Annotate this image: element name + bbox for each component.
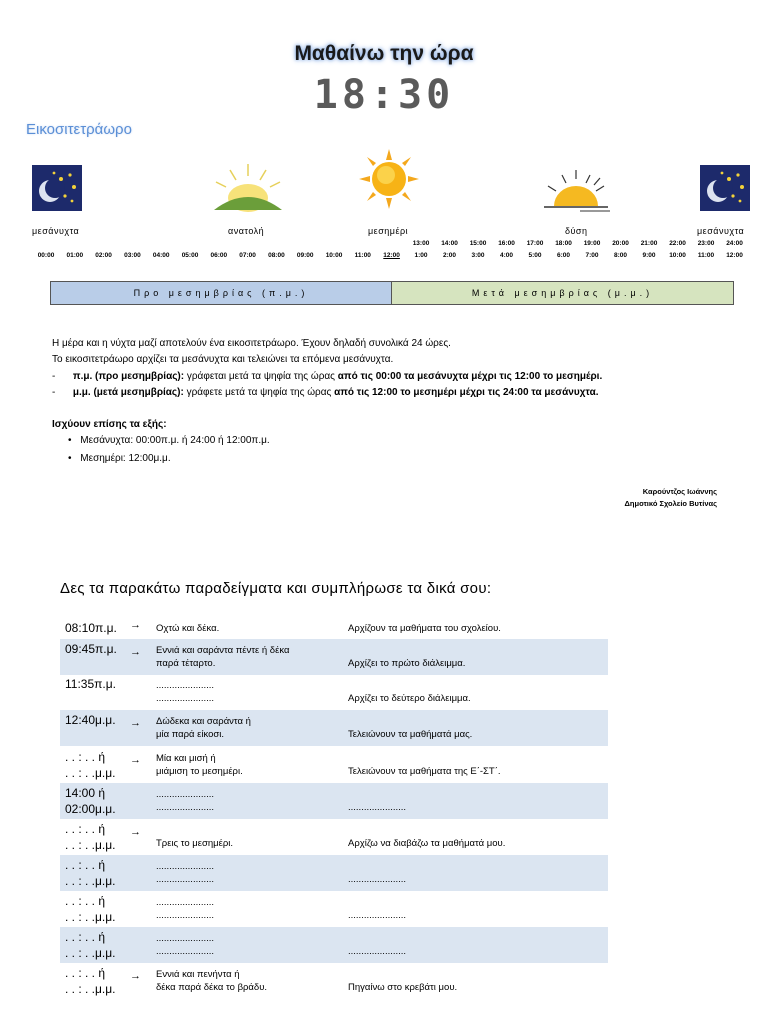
also-item-text: Μεσημέρι: 12:00μ.μ. [80,453,171,464]
table-row [60,618,608,638]
activity-cell: Πηγαίνω στο κρεβάτι μου. [348,982,458,993]
time-value: . . : . .μ.μ. [65,946,116,960]
time-value: 08:10π.μ. [65,621,117,635]
time-value: . . : . .μ.μ. [65,766,116,780]
activity-cell: Τελειώνουν τα μαθήματά μας. [348,729,473,740]
label-sunrise: ανατολή [228,226,265,236]
intro-line-1: Η μέρα και η νύχτα μαζί αποτελούν ένα εικοσιτετράωρο. Έχουν δηλαδή συνολικά 24 ώρες. [52,338,451,349]
time-value: . . : . . ή [65,858,106,872]
activity-cell: ...................... [348,874,407,885]
hour-tick: 05:00 [181,252,199,259]
also-item-noon: • Μεσημέρι: 12:00μ.μ. [68,453,171,464]
description-line: ...................... [156,693,215,704]
description-line: Δώδεκα και σαράντα ή [156,716,251,727]
hour-tick: 16:00 [498,240,515,247]
time-cell [65,929,116,961]
description-line: ...................... [156,680,215,691]
hour-tick: 5:00 [528,252,542,259]
midday-sun-icon [358,148,420,210]
time-cell [65,821,116,853]
activity-cell: Αρχίζουν τα μαθήματα του σχολείου. [348,623,501,634]
table-row [60,783,608,819]
time-value: . . : . .μ.μ. [65,982,116,996]
section-subtitle: Εικοσιτετράωρο [26,121,132,138]
intro-line-2: Το εικοσιτετράωρο αρχίζει τα μεσάνυχτα και τελειώνει τα επόμενα μεσάνυχτα. [52,354,394,365]
hour-tick: 06:00 [210,252,228,259]
time-value: . . : . .μ.μ. [65,910,116,924]
arrow-icon: → [130,717,141,729]
hour-tick: 17:00 [526,240,544,247]
pm-definition-text: γράφετε μετά τα ψηφία της ώρας [183,387,335,398]
label-midnight: μεσάνυχτα [32,226,80,236]
time-value: . . : . . ή [65,930,106,944]
hour-tick: 12:00 [726,252,743,259]
description-cell [156,860,214,886]
sunrise-icon [210,160,286,214]
description-cell [156,752,243,778]
table-row [60,639,608,675]
hour-tick: 00:00 [37,252,55,259]
hour-tick: 02:00 [95,252,112,259]
description-line: ...................... [156,946,215,957]
time-value: 11:35π.μ. [65,677,116,691]
pm-bar: Μετά μεσημβρίας (μ.μ.) [392,281,734,305]
hour-tick: 15:00 [469,240,487,247]
hour-tick: 23:00 [697,240,715,247]
description-cell [156,644,289,670]
time-cell [65,749,116,781]
time-cell [65,712,116,728]
hour-tick: 19:00 [583,240,601,247]
time-value: . . : . .μ.μ. [65,874,116,888]
table-row [60,891,608,927]
description-line: Εννιά και σαράντα πέντε ή δέκα [156,645,290,656]
description-line: μία παρά είκοσι. [156,729,225,740]
hour-tick: 1:00 [414,252,428,259]
hour-tick: 21:00 [640,240,658,247]
table-row [60,819,608,855]
hour-tick: 04:00 [152,252,170,259]
description-line: Τρεις το μεσημέρι. [156,838,234,849]
hour-tick: 18:00 [555,240,572,247]
also-item-text: Μεσάνυχτα: 00:00π.μ. ή 24:00 ή 12:00π.μ. [80,435,270,446]
intro-bullet-pm [52,387,599,398]
hour-tick: 7:00 [585,252,599,259]
description-cell [156,679,214,705]
description-line: παρά τέταρτο. [156,658,216,669]
table-row [60,710,608,746]
intro-bullet-am [52,371,602,382]
description-cell [156,788,214,814]
arrow-icon: → [130,826,141,838]
hour-tick: 9:00 [642,252,656,259]
table-row [60,855,608,891]
hour-tick: 09:00 [296,252,314,259]
also-item-midnight: • Μεσάνυχτα: 00:00π.μ. ή 24:00 ή 12:00π.μ. [68,435,270,446]
pm-definition-range: από τις 12:00 το μεσημέρι μέχρι τις 24:00 τα μεσάνυχτα. [334,387,599,398]
page-title: Μαθαίνω την ώρα [294,42,474,65]
also-title: Ισχύουν επίσης τα εξής: [52,419,167,430]
time-value: 14:00 ή [65,786,106,800]
activity-cell: ...................... [348,910,407,921]
label-noon: μεσημέρι [368,226,409,236]
time-value: 02:00μ.μ. [65,802,116,816]
time-value: . . : . . ή [65,822,106,836]
am-bar: Προ μεσημβρίας (π.μ.) [50,281,392,305]
time-value: 09:45π.μ. [65,642,117,656]
dash: - [52,387,56,398]
time-value: 12:40μ.μ. [65,713,116,727]
hour-tick: 08:00 [268,252,285,259]
night-moon-icon [700,165,750,211]
hour-tick: 10:00 [325,252,343,259]
arrow-icon: → [130,619,141,631]
activity-cell: Αρχίζει το δεύτερο διάλειμμα. [348,693,471,704]
time-value: . . : . . ή [65,966,106,980]
pm-definition-label: μ.μ. (μετά μεσημβρίας): [72,387,184,398]
description-line: ...................... [156,802,215,813]
activity-cell: Αρχίζει το πρώτο διάλειμμα. [348,658,466,669]
arrow-icon: → [130,754,141,766]
description-line: ...................... [156,874,215,885]
dash: - [52,371,56,382]
description-line: Μία και μισή ή [156,753,216,764]
label-midnight: μεσάνυχτα [697,226,745,236]
hour-tick: 6:00 [556,252,570,259]
night-moon-icon [32,165,82,211]
am-definition-range: από τις 00:00 τα μεσάνυχτα μέχρι τις 12:00 το μεσημέρι. [337,371,603,382]
table-row [60,927,608,963]
hour-tick: 01:00 [66,252,84,259]
description-cell [156,932,214,958]
description-line: ...................... [156,861,215,872]
hour-tick: 24:00 [726,240,743,247]
description-line: δέκα παρά δέκα το βράδυ. [156,982,268,993]
table-row [60,747,608,783]
description-line: ...................... [156,897,215,908]
description-cell [156,715,251,741]
label-sunset: δύση [565,226,588,236]
author-name: Καρούντζος Ιωάννης [642,487,717,496]
arrow-icon: → [130,646,141,658]
digital-clock: 18:30 [313,72,455,118]
time-cell [65,893,116,925]
hour-tick: 22:00 [669,240,686,247]
hour-tick: 3:00 [471,252,485,259]
activity-cell: ...................... [348,946,407,957]
am-definition-label: π.μ. (προ μεσημβρίας): [72,371,185,382]
hour-tick: 2:00 [442,252,456,259]
hour-tick: 14:00 [441,240,458,247]
hour-tick: 20:00 [612,240,629,247]
hour-tick: 13:00 [412,240,430,247]
time-value: . . : . . ή [65,750,106,764]
description-line: ...................... [156,933,215,944]
sunset-icon [540,166,612,214]
hour-tick: 12:00 [383,252,400,259]
hour-tick: 10:00 [669,252,686,259]
time-cell [65,965,116,997]
hour-tick: 07:00 [239,252,256,259]
hour-tick: 03:00 [124,252,141,259]
description-line: ...................... [156,910,215,921]
description-line [156,824,233,837]
activity-cell: Τελειώνουν τα μαθήματα της Ε΄-ΣΤ΄. [348,766,501,777]
exercise-heading: Δες τα παρακάτω παραδείγματα και συμπλήρωσε τα δικά σου: [60,580,492,597]
am-definition-text: γράφεται μετά τα ψηφία της ώρας [184,371,338,382]
hour-tick: 8:00 [613,252,627,259]
school-name: Δημοτικό Σχολείο Βυτίνας [624,499,717,508]
description-cell [156,824,233,850]
description-cell [156,622,219,635]
description-line: Οχτώ και δέκα. [156,623,220,634]
table-row [60,674,608,710]
time-cell [65,785,116,817]
description-line: Εννιά και πενήντα ή [156,969,240,980]
description-cell [156,968,267,994]
description-line: ...................... [156,789,215,800]
activity-cell: Αρχίζω να διαβάζω τα μαθήματά μου. [348,838,506,849]
description-cell [156,896,214,922]
hour-tick: 11:00 [354,252,371,259]
table-row [60,963,608,999]
time-value: . . : . . ή [65,894,106,908]
time-cell [65,857,116,889]
time-value: . . : . .μ.μ. [65,838,116,852]
time-cell [65,641,117,657]
description-line: μιάμιση το μεσημέρι. [156,766,243,777]
time-cell [65,620,117,636]
time-cell [65,676,116,692]
hour-tick: 4:00 [499,252,513,259]
arrow-icon: → [130,970,141,982]
activity-cell: ...................... [348,802,407,813]
hour-tick: 11:00 [697,252,715,259]
